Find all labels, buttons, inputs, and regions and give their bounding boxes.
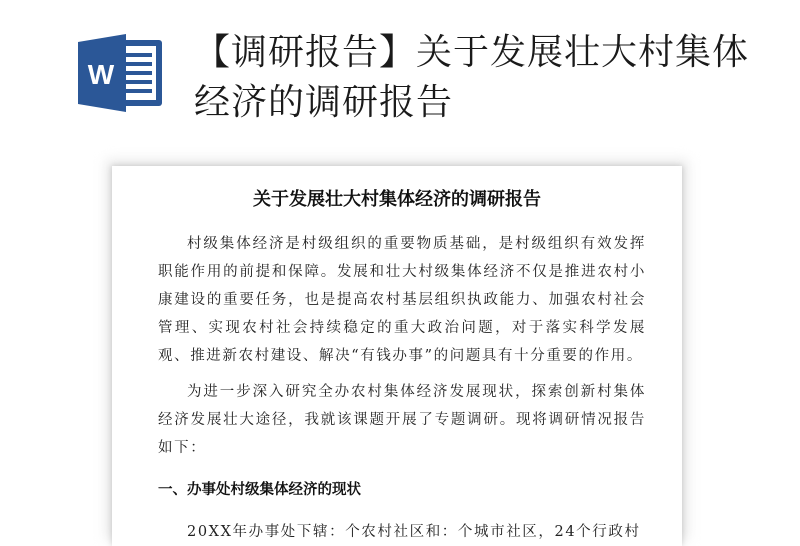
document-page [112, 166, 682, 546]
word-document-icon [76, 32, 164, 114]
word-letter: W [87, 59, 115, 90]
header-banner [0, 0, 800, 150]
paragraph-purpose: 为进一步深入研究全办农村集体经济发展现状，探索创新村集体经济发展壮大途径，我就该课题开展了专题调研。现将调研情况报告如下： [158, 384, 646, 456]
paragraph-intro: 村级集体经济是村级组织的重要物质基础，是村级组织有效发挥职能作用的前提和保障。发展和壮大村级集体经济不仅是推进农村小康建设的重要任务，也是提高农村基层组织执政能力、加强农村社会管理、实现农村社会持续稳定的重大政治问题，对于落实科学发展观、推进新农村建设、解决“有钱办事”的问题具有十分重要的作用。 [158, 236, 646, 364]
section-heading: 一、办事处村级集体经济的现状 [158, 482, 361, 498]
page-title: 【调研报告】关于发展壮大村集体经济的调研报告 [194, 32, 750, 123]
paragraph-cutoff: 20XX年办事处下辖：个农村社区和：个城市社区，24个行政村 [187, 524, 641, 540]
document-title: 关于发展壮大村集体经济的调研报告 [253, 189, 541, 210]
